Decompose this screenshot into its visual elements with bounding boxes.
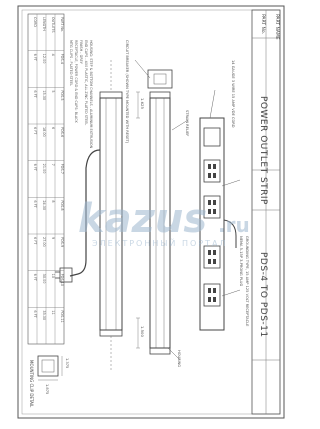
table-header-cell: OUTLETS (51, 17, 55, 33)
table-cell: PDS-10 (60, 273, 64, 287)
mounting-clip-detail (38, 356, 62, 380)
table-cell: 24.00 (42, 200, 46, 211)
table-header-cell: CORD (33, 17, 37, 28)
table-cell: 11 (51, 310, 55, 315)
note-line-3: FINISH - GREY (79, 40, 83, 64)
table-cell: 9 (51, 237, 55, 240)
table-cell: 4 (51, 53, 55, 56)
table-cell: 30.00 (42, 273, 46, 284)
outlet-icon (204, 284, 220, 306)
table-cell: 18.00 (42, 127, 46, 137)
note-line-1: HOUSING: STEP & BOTTOM CHANNELS - ALUMINUM EXTRUSION (89, 40, 93, 149)
table-cell: 6 FT (33, 90, 37, 98)
table-cell: PDS-4 (60, 53, 64, 64)
table-cell: 6 FT (33, 200, 37, 208)
plug-callout: NEMA 5-15P 3-PRONG PLUG (239, 236, 243, 287)
table-cell: PDS-7 (60, 163, 64, 174)
table-cell: 5 (51, 90, 55, 93)
mounting-clip-label: MOUNTING CLIP DETAIL (29, 360, 34, 408)
note-line-4: RECEPTACLE, POWER CORD & END CAPS: BLACK (74, 40, 78, 123)
table-cell: 15.00 (42, 90, 46, 101)
cord-callout: 14 GAUGE 3 WIRE 15 AMP VDE CORD (231, 60, 235, 128)
note-line-2: END CAPS - 400 PLASTIC, ALL ZINC PLATED STEEL (84, 40, 88, 126)
part-no-label: PART No. (260, 14, 265, 34)
housing-callout: HOUSING (177, 350, 181, 367)
table-cell: 33.00 (42, 310, 46, 321)
breaker-switch-icon (204, 128, 220, 146)
circuit-breaker-icon (148, 70, 172, 88)
table-cell: PDS-11 (60, 310, 64, 323)
notes-block (69, 40, 93, 149)
table-cell: PDS-5 (60, 90, 64, 101)
table-cell: 6 FT (33, 273, 37, 281)
table-cell: 7 (51, 163, 55, 166)
table-cell: 6 FT (33, 163, 37, 171)
outlet-icon (204, 246, 220, 268)
note-line-5: MTG CLIPS - PLATED STEEL (69, 40, 73, 86)
table-cell: 12.00 (42, 53, 46, 64)
dim-clip-b: 1.875 (45, 384, 49, 395)
table-cell: PDS-9 (60, 237, 64, 248)
title-block (252, 10, 280, 414)
dim-top: 1.625 (140, 98, 145, 109)
watermark-brand: kazus (78, 196, 208, 242)
table-cell: 6 FT (33, 127, 37, 135)
table-cell: 6 FT (33, 237, 37, 245)
spec-table (28, 14, 64, 344)
table-cell: 10 (51, 273, 55, 278)
strain-relief-callout: STRAIN RELIEF (185, 110, 189, 137)
circuit-breaker-callout: CIRCUIT BREAKER (SHOWN TYPE MOUNTED WITH RESET) (125, 40, 129, 144)
watermark-tagline: ЭЛЕКТРОННЫЙ ПОРТАЛ (92, 239, 228, 248)
table-cell: PDS-6 (60, 127, 64, 138)
watermark-domain: .ru (218, 213, 250, 237)
table-cell: 21.00 (42, 163, 46, 174)
outlet-icon (204, 160, 220, 182)
table-cell: 8 (51, 200, 55, 203)
table-cell: 6 (51, 127, 55, 130)
table-cell: 27.00 (42, 237, 46, 247)
table-cell: 6 FT (33, 53, 37, 61)
dim-bottom: 1.500 (140, 326, 145, 337)
table-header-cell: LENGTH (42, 17, 46, 31)
drawing-title: POWER OUTLET STRIP (258, 96, 268, 205)
part-range: PDS-4 TO PDS-11 (258, 252, 268, 338)
receptacle-callout: GROUNDING TYPE, 15 AMP 125 VOLT RECEPTACLE (245, 236, 249, 327)
table-cell: PDS-8 (60, 200, 64, 211)
table-cell: 6 FT (33, 310, 37, 318)
table-header-cell: PART No. (60, 17, 64, 33)
dim-clip-a: 1.375 (65, 358, 69, 369)
name-label: PART NAME (274, 14, 279, 40)
